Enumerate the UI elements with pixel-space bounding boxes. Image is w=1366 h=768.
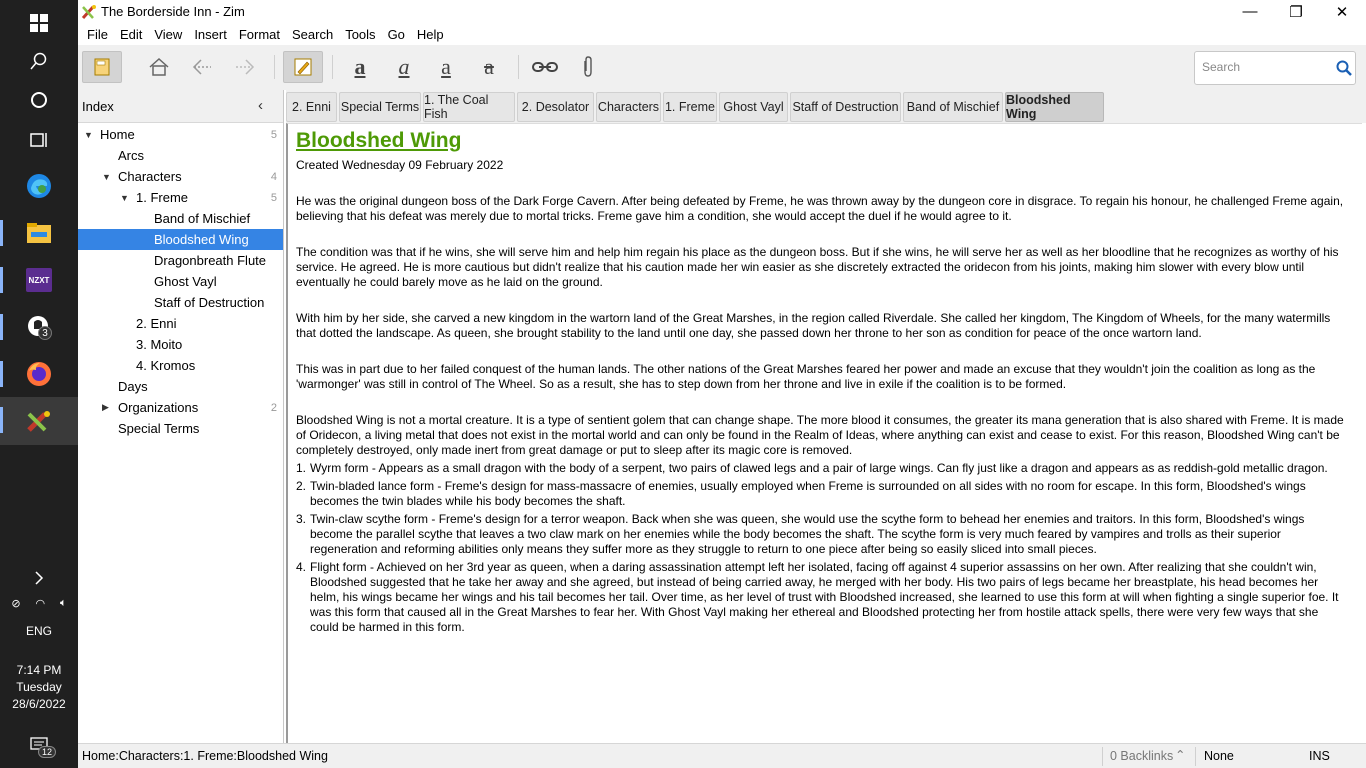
window-title: The Borderside Inn - Zim	[101, 4, 245, 19]
list-number: 1.	[296, 461, 307, 475]
close-button[interactable]: ✕	[1335, 3, 1349, 21]
list-text: Twin-claw scythe form - Freme's design for a terror weapon. Back when she was queen, she would use the scythe form to behead her enemies and traitors. In this form, Bloodshed's wings become the parallel scythe that leaves a two claw mark on her enemies while the body becomes the shaft. The scythe form is very much feared by vampires and trolls as their superior regeneration and reforming abilities only means they suffer more as they struggle to return to one piece after being so easily sliced into small pieces.	[310, 512, 1305, 556]
paragraph: The condition was that if he wins, she will serve him and help him regain his place as the dungeon boss. But if she wins, he will serve her as well as her bloodline that he recognizes as worthy of his service. He agreed. He is more cautious but didn't realize that his caution made her win easier as she discretely extracted the oridecon from his joints, making him slower with every blow until eventually he could barely move as he laid on the ground.	[296, 245, 1339, 289]
network-error-icon[interactable]: ⊘	[11, 597, 21, 610]
list-text: Twin-bladed lance form - Freme's design for mass-massacre of enemies, usually employed when Freme is surrounded on all sides with no room for escape. In this form, Bloodshed's wings becomes the twin blades while his body becomes the shaft.	[310, 479, 1306, 508]
list-number: 3.	[296, 512, 307, 526]
tree-item-label: 1. Freme	[136, 190, 189, 205]
tree-item-label: Band of Mischief	[154, 211, 251, 226]
tree-item-label: Characters	[118, 169, 182, 184]
windows-taskbar	[0, 0, 78, 768]
list-item	[296, 512, 1348, 557]
index-title: Index	[82, 99, 114, 114]
tree-item[interactable]	[78, 355, 283, 376]
tree-item-count: 5	[270, 128, 277, 141]
tree-item-label: Staff of Destruction	[154, 295, 265, 310]
edge-icon[interactable]	[0, 163, 78, 209]
pathbar-tab[interactable]: Ghost Vayl	[719, 92, 788, 122]
tree-item[interactable]	[78, 145, 283, 166]
tree-item[interactable]	[78, 187, 283, 208]
tree-item[interactable]	[78, 313, 283, 334]
style-indicator: None	[1204, 749, 1234, 763]
list-number: 4.	[296, 560, 307, 574]
back-icon[interactable]	[182, 51, 222, 83]
tree-item-label: 2. Enni	[136, 316, 177, 331]
task-view-icon[interactable]	[0, 117, 78, 163]
home-icon[interactable]	[139, 51, 179, 83]
menu-format[interactable]: Format	[238, 26, 280, 42]
pathbar-tab[interactable]: Characters	[596, 92, 661, 122]
pathbar-tab[interactable]: Band of Mischief	[903, 92, 1003, 122]
firefox-icon[interactable]	[0, 351, 78, 397]
maximize-button[interactable]: ❐	[1289, 3, 1303, 21]
notification-count: 12	[38, 746, 56, 758]
edit-icon[interactable]	[283, 51, 323, 83]
tree-item-label: Special Terms	[118, 421, 200, 436]
menu-bar	[78, 23, 1366, 45]
link-icon[interactable]	[525, 51, 565, 83]
status-separator	[1195, 747, 1196, 766]
created-date: Created Wednesday 09 February 2022	[296, 158, 504, 172]
tree-item[interactable]	[78, 166, 283, 187]
menu-file[interactable]: File	[87, 26, 108, 42]
nzxt-icon[interactable]: NZXT	[0, 257, 78, 303]
paragraph: With him by her side, she carved a new kingdom in the wartorn land of the Great Marshes, in the region called Riverdale. She called her kingdom, The Kingdom of Wheels, for the many watermills that dotted the landscape. As queen, she brought stability to the land until one day, she passed down her throne to her son as condition for peace of the once wartorn land.	[296, 311, 1331, 340]
chevron-up-icon: ⌃	[1175, 748, 1186, 762]
wifi-icon[interactable]: ◠	[35, 597, 46, 610]
tree-item[interactable]	[78, 271, 283, 292]
pathbar-tab[interactable]: 1. Freme	[663, 92, 717, 122]
tree-item-label: Dragonbreath Flute	[154, 253, 267, 268]
tree-item-label: Bloodshed Wing	[154, 232, 249, 247]
language-indicator[interactable]: ENG	[25, 624, 52, 638]
menu-tools[interactable]: Tools	[345, 26, 376, 42]
notification-badge: 3	[38, 326, 52, 340]
status-separator	[1102, 747, 1103, 766]
strike-icon[interactable]: a	[484, 54, 494, 79]
status-bar	[78, 743, 1366, 768]
tree-item-label: 3. Moito	[136, 337, 183, 352]
status-page-path: Home:Characters:1. Freme:Bloodshed Wing	[82, 749, 328, 763]
tree-item-label: Organizations	[118, 400, 199, 415]
zim-window	[78, 0, 1366, 768]
paragraph: Bloodshed Wing is not a mortal creature. It is a type of sentient golem that can change shape. The more blood it consumes, the greater its mana generation that is also shared with Freme. It is made of Oridecon, a living metal that does not exist in the mortal world and can only be found in the Realm of Ideas, where anything can exist and cease to exist. For this reason, Bloodshed Wing can't be completely destroyed, only made inert from great damage or put to sleep after its magic core is removed.	[296, 413, 1344, 457]
pathbar	[286, 90, 1366, 123]
paragraph: This was in part due to her failed conquest of the human lands. The other nations of the Great Marshes feared her power and made an excuse that they wouldn't join the coalition as long as the 'warmonger' was still in control of The Wheel. So as a result, she has to step down from her throne and live in exile if the coalition is to be formed.	[296, 362, 1316, 391]
attach-icon[interactable]	[568, 51, 608, 83]
pathbar-tab[interactable]: Staff of Destruction	[790, 92, 901, 122]
notebook-icon[interactable]	[82, 51, 122, 83]
list-item	[296, 461, 1348, 476]
expander-open-icon[interactable]: ▼	[102, 171, 111, 182]
menu-insert[interactable]: Insert	[194, 26, 227, 42]
file-explorer-icon[interactable]	[0, 210, 78, 256]
page-editor[interactable]	[286, 123, 1362, 743]
forward-icon[interactable]	[225, 51, 265, 83]
zim-taskbar-icon[interactable]	[0, 397, 78, 445]
app-badge-icon[interactable]	[0, 304, 78, 350]
tree-item[interactable]	[78, 397, 283, 418]
tree-item[interactable]	[78, 229, 283, 250]
tree-item[interactable]	[78, 292, 283, 313]
title-bar	[78, 0, 1366, 23]
volume-icon[interactable]: 🔈︎	[59, 596, 67, 609]
editor-scrollbar[interactable]	[1362, 123, 1366, 743]
tree-item[interactable]	[78, 334, 283, 355]
toolbar	[78, 45, 1366, 90]
list-number: 2.	[296, 479, 307, 493]
clock-date: 28/6/2022	[12, 697, 66, 711]
search-icon[interactable]	[1336, 60, 1352, 76]
list-item	[296, 479, 1348, 509]
system-tray	[4, 594, 74, 612]
menu-search[interactable]: Search	[292, 26, 334, 42]
paragraph: He was the original dungeon boss of the Dark Forge Cavern. After being defeated by Freme, he was thrown away by the dungeon core in disgrace. To regain his honour, he challenged Freme again, believing that his defeat was merely due to mortal tricks. Freme gave him a condition, she would accept the duel if he would agree to it.	[296, 194, 1344, 223]
menu-help[interactable]: Help	[416, 26, 444, 42]
tree-item[interactable]	[78, 250, 283, 271]
tree-item-count: 5	[270, 191, 277, 204]
tree-item[interactable]	[78, 418, 283, 439]
tree-item-count: 2	[270, 401, 277, 414]
tree-item-count: 4	[270, 170, 277, 183]
pathbar-tab[interactable]: 1. The Coal Fish	[423, 92, 515, 122]
pathbar-tab[interactable]: 2. Desolator	[517, 92, 594, 122]
index-pane	[78, 90, 284, 743]
list-text: Wyrm form - Appears as a small dragon with the body of a serpent, two pairs of clawed legs and a pair of large wings. Can fly just like a dragon and appears as as reddish-gold metallic dragon.	[310, 461, 1328, 475]
tree-item-label: Ghost Vayl	[154, 274, 217, 289]
expander-open-icon[interactable]: ▼	[84, 129, 93, 140]
bold-icon[interactable]: a	[354, 54, 366, 79]
pathbar-tab[interactable]: 2. Enni	[286, 92, 337, 122]
page-title: Bloodshed Wing	[296, 129, 462, 152]
clock[interactable]	[0, 662, 78, 713]
tree-item-label: 4. Kromos	[136, 358, 196, 373]
action-center-icon[interactable]	[0, 722, 78, 768]
list-text: Flight form - Achieved on her 3rd year as queen, when a daring assassination attempt left her isolated, facing off against 4 superior assassins on her own. After realizing that she couldn't win, Bloodshed suggested that he take her away and she agreed, but instead of being carried away, he merged with her body. His two pairs of legs became her breastplate, his head becomes her helm, his wings became her wings and his tail becomes her tail. Over time, as her level of trust with Bloodshed increased, she learned to use this form at will when fighting a single superior foe. It was this form that caused all in the Great Marshes to fear her. With Ghost Vayl making her ethereal and Bloodshed protecting her from hostile attack spells, there were very few ways that she could be harmed in this form.	[310, 560, 1339, 634]
search-box	[1194, 51, 1356, 85]
pathbar-tab[interactable]: Special Terms	[339, 92, 421, 122]
tree-item-label: Arcs	[118, 148, 144, 163]
tree-item[interactable]	[78, 376, 283, 397]
toolbar-separator	[332, 55, 333, 79]
search-input[interactable]	[1202, 60, 1322, 74]
toolbar-separator	[274, 55, 275, 79]
menu-go[interactable]: Go	[387, 26, 405, 42]
tree-item[interactable]	[78, 124, 283, 145]
tree-item-label: Days	[118, 379, 148, 394]
list-item	[296, 560, 1348, 635]
tree-item[interactable]	[78, 208, 283, 229]
menu-edit[interactable]: Edit	[119, 26, 143, 42]
index-header	[78, 90, 283, 123]
expander-closed-icon[interactable]: ▶	[102, 402, 109, 412]
pathbar-tab[interactable]: Bloodshed Wing	[1005, 92, 1104, 122]
menu-view[interactable]: View	[154, 26, 183, 42]
tree-item-label: Home	[100, 127, 135, 142]
italic-icon[interactable]: a	[398, 54, 410, 79]
expander-open-icon[interactable]: ▼	[120, 192, 129, 203]
insert-mode-indicator: INS	[1309, 749, 1330, 763]
minimize-button[interactable]: —	[1242, 3, 1258, 20]
clock-time: 7:14 PM	[16, 663, 62, 677]
underline-icon[interactable]: a	[441, 54, 451, 79]
clock-day: Tuesday	[16, 680, 62, 694]
toolbar-separator	[518, 55, 519, 79]
collapse-pane-icon[interactable]: ‹	[258, 97, 263, 114]
zim-app-icon	[81, 4, 97, 20]
backlinks-button[interactable]: 0 Backlinks	[1110, 749, 1174, 763]
